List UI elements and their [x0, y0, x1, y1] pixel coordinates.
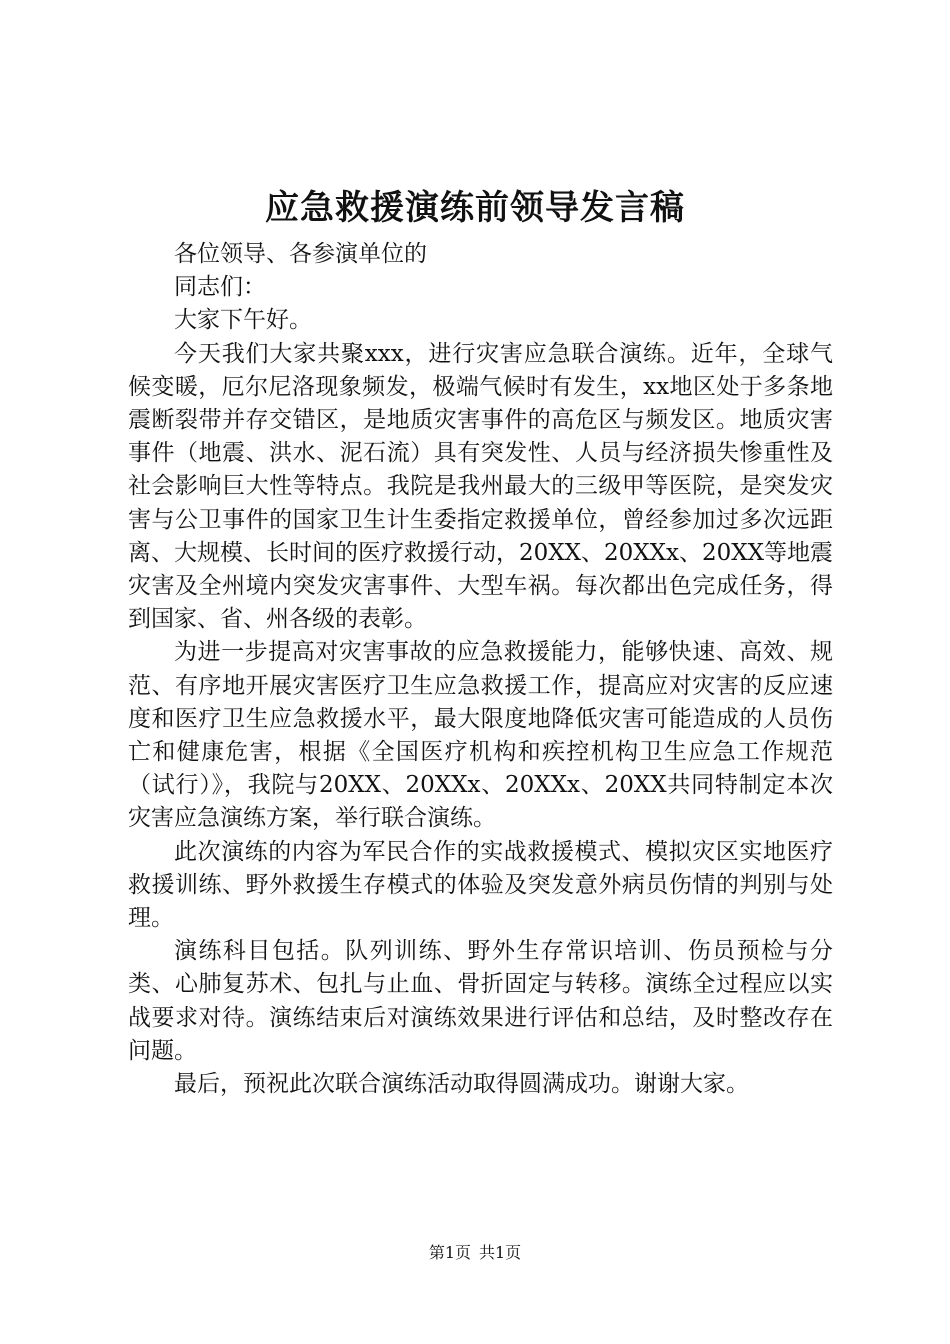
- document-title: 应急救援演练前领导发言稿: [265, 188, 685, 228]
- greeting: 大家下午好。: [174, 307, 312, 334]
- closing-paragraph: 最后，预祝此次联合演练活动取得圆满成功。谢谢大家。: [174, 1071, 749, 1098]
- document-body: [128, 238, 833, 1101]
- body-paragraph: 演练科目包括。队列训练、野外生存常识培训、伤员预检与分类、心肺复苏术、包扎与止血、骨折固定与转移。演练全过程应以实战要求对待。演练结束后对演练效果进行评估和总结，及时整改存在问题。: [128, 938, 833, 1064]
- body-paragraph: 为进一步提高对灾害事故的应急救援能力，能够快速、高效、规范、有序地开展灾害医疗卫生应急救援工作，提高应对灾害的反应速度和医疗卫生应急救援水平，最大限度地降低灾害可能造成的人员伤亡和健康危害，根据《全国医疗机构和疾控机构卫生应急工作规范（试行）》，我院与20XX、20XXx、20XXx、20XX共同特制定本次灾害应急演练方案，举行联合演练。: [128, 639, 833, 832]
- salutation-line-2: 同志们：: [174, 274, 266, 301]
- page-number: 第1页: [428, 1243, 471, 1262]
- salutation-line-1: 各位领导、各参演单位的: [174, 241, 427, 267]
- body-paragraph: 此次演练的内容为军民合作的实战救援模式、模拟灾区实地医疗救援训练、野外救援生存模式的体验及突发意外病员伤情的判别与处理。: [128, 838, 833, 932]
- page-footer: [0, 1243, 950, 1263]
- body-paragraph: 今天我们大家共聚xxx，进行灾害应急联合演练。近年，全球气候变暖，厄尔尼洛现象频发，极端气候时有发生，xx地区处于多条地震断裂带并存交错区，是地质灾害事件的高危区与频发区。地质灾害事件（地震、洪水、泥石流）具有突发性、人员与经济损失惨重性及社会影响巨大性等特点。我院是我州最大的三级甲等医院，是突发灾害与公卫事件的国家卫生计生委指定救援单位，曾经参加过多次远距离、大规模、长时间的医疗救援行动，20XX、20XXx、20XX等地震灾害及全州境内突发灾害事件、大型车祸。每次都出色完成任务，得到国家、省、州各级的表彰。: [128, 340, 834, 633]
- page-total: 共1页: [479, 1243, 522, 1262]
